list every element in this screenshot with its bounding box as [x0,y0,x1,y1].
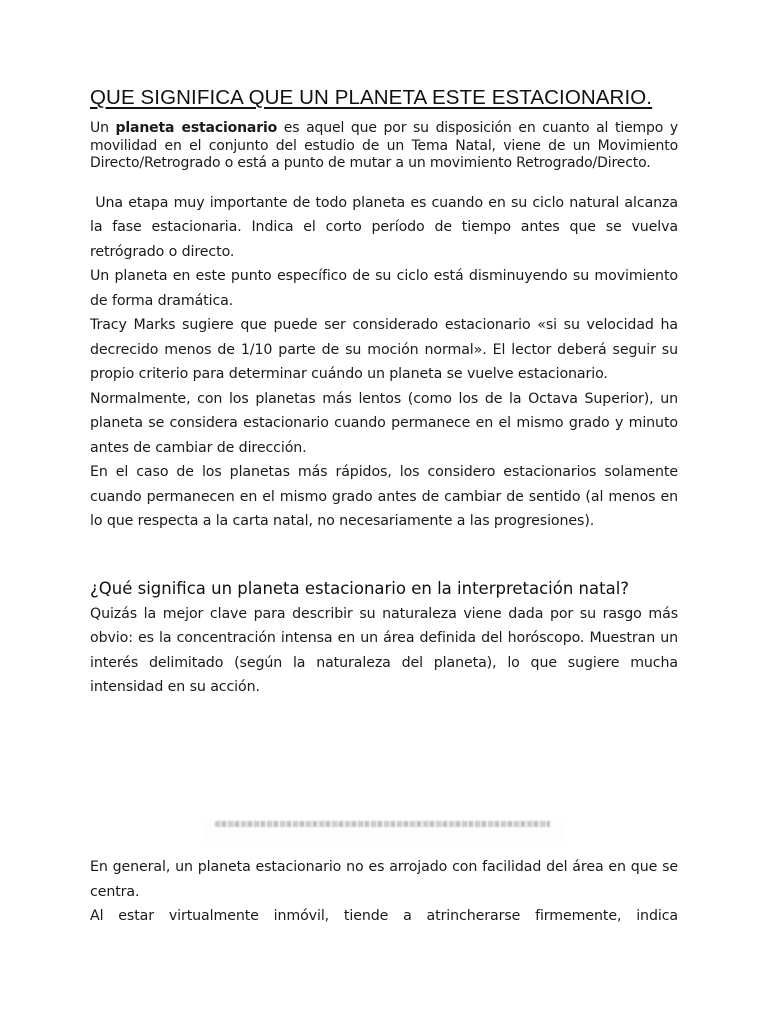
embedded-image-strip [205,818,565,846]
document-body [90,86,683,700]
intro-rest: es aquel que por su disposición en cuanto al tiempo y movilidad en el conjunto del estudio de un Tema Natal, viene de un Movimiento Directo/Retrogrado o está a punto de mutar a un movimiento Retrogrado/Directo. [90,120,679,171]
paragraph-1: Una etapa muy importante de todo planeta es cuando en su ciclo natural alcanza la fase estacionaria. Indica el corto período de tiempo antes que se vuelva retrógrado o directo. [90,194,683,260]
intro-prefix: Un [90,120,116,136]
after-image-text [90,855,678,929]
paragraph-2: Un planeta en este punto específico de su ciclo está disminuyendo su movimiento de forma dramática. [90,268,678,309]
paragraph-5: En el caso de los planetas más rápidos, los considero estacionarios solamente cuando permanecen en el mismo grado antes de cambiar de sentido (al menos en lo que respecta a la carta natal, no necesariamente a las progresiones). [90,464,678,529]
document-title: QUE SIGNIFICA QUE UN PLANETA ESTE ESTACIONARIO. [90,86,653,109]
paragraph-4: Normalmente, con los planetas más lentos (como los de la Octava Superior), un planeta se considera estacionario cuando permanece en el mismo grado y minuto antes de cambiar de dirección. [90,390,678,456]
intro-bold-term: planeta estacionario [115,120,278,136]
after-paragraph-2: Al estar virtualmente inmóvil, tiende a atrincherarse firmemente, indica [90,908,678,924]
section-paragraph: Quizás la mejor clave para describir su naturaleza viene dada por su rasgo más obvio: es la concentración intensa en un área definida del horóscopo. Muestran un interés delimitado (según la naturaleza del planeta), lo que sugiere mucha intensidad en su acción. [90,605,678,695]
intro-paragraph [90,120,678,173]
section-heading: ¿Qué significa un planeta estacionario en la interpretación natal? [90,578,630,598]
paragraph-3: Tracy Marks sugiere que puede ser considerado estacionario «si su velocidad ha decrecido menos de 1/10 parte de su moción normal». El lector deberá seguir su propio criterio para determinar cuándo un planeta se vuelve estacionario. [90,317,678,382]
illegible-caption-line [215,821,550,827]
after-paragraph-1: En general, un planeta estacionario no es arrojado con facilidad del área en que se centra. [90,859,678,900]
